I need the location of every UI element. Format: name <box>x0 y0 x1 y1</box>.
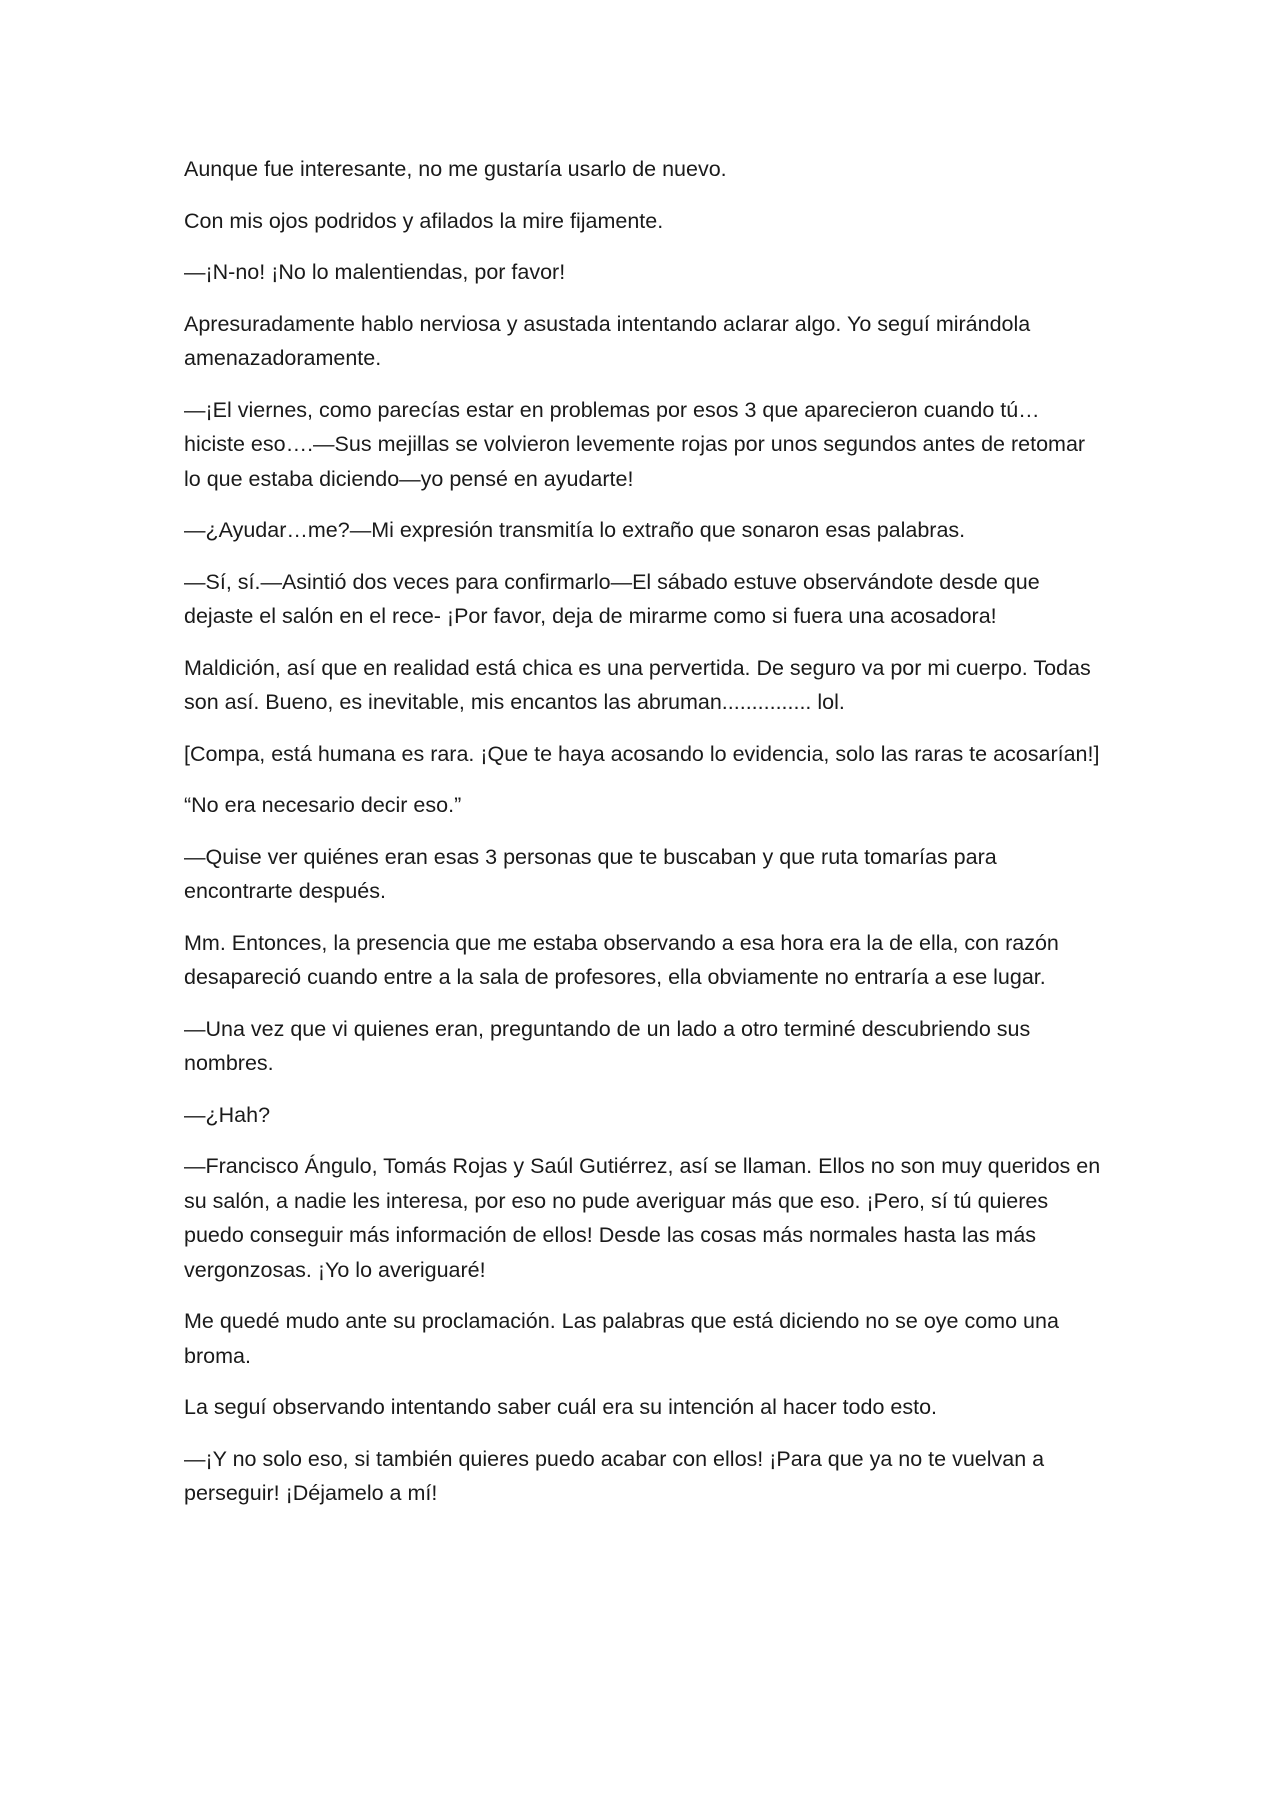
paragraph: Aunque fue interesante, no me gustaría usarlo de nuevo. <box>184 157 727 181</box>
paragraph: “No era necesario decir eso.” <box>184 793 462 817</box>
paragraph: —Sí, sí.—Asintió dos veces para confirmarlo—El sábado estuve observándote desde que dejaste el salón en el rece- ¡Por favor, deja de mirarme como si fuera una acosadora! <box>184 569 1040 628</box>
paragraph: —Quise ver quiénes eran esas 3 personas que te buscaban y que ruta tomarías para encontrarte después. <box>184 844 997 903</box>
paragraph: Maldición, así que en realidad está chica es una pervertida. De seguro va por mi cuerpo. Todas son así. Bueno, es inevitable, mis encantos las abruman............... lol. <box>184 655 1091 714</box>
paragraph: —¡El viernes, como parecías estar en problemas por esos 3 que aparecieron cuando tú… hiciste eso….—Sus mejillas se volvieron levemente rojas por unos segundos antes de retomar lo que estaba diciendo—yo pensé en ayudarte! <box>184 397 1086 491</box>
paragraph: —¿Hah? <box>184 1102 271 1127</box>
paragraph: —¡N-no! ¡No lo malentiendas, por favor! <box>184 260 566 284</box>
paragraph: —¡Y no solo eso, si también quieres puedo acabar con ellos! ¡Para que ya no te vuelvan a perseguir! ¡Déjamelo a mí! <box>184 1446 1045 1505</box>
paragraph: —Una vez que vi quienes eran, preguntando de un lado a otro terminé descubriendo sus nombres. <box>184 1016 1031 1075</box>
paragraph: La seguí observando intentando saber cuál era su intención al hacer todo esto. <box>184 1395 938 1419</box>
paragraph: —¿Ayudar…me?—Mi expresión transmitía lo extraño que sonaron esas palabras. <box>184 518 966 542</box>
paragraph: Con mis ojos podridos y afilados la mire fijamente. <box>184 208 664 233</box>
paragraph: —Francisco Ángulo, Tomás Rojas y Saúl Gutiérrez, así se llaman. Ellos no son muy queridos en su salón, a nadie les interesa, por eso no pude averiguar más que eso. ¡Pero, sí tú quieres puedo conseguir más información de ellos! Desde las cosas más normales hasta las más vergonzosas. ¡Yo lo averiguaré! <box>184 1154 1101 1282</box>
paragraph: Apresuradamente hablo nerviosa y asustada intentando aclarar algo. Yo seguí mirándola amenazadoramente. <box>184 311 1031 370</box>
paragraph: Mm. Entonces, la presencia que me estaba observando a esa hora era la de ella, con razón desapareció cuando entre a la sala de profesores, ella obviamente no entraría a ese lugar. <box>184 930 1059 989</box>
paragraph: Me quedé mudo ante su proclamación. Las palabras que está diciendo no se oye como una broma. <box>184 1309 1059 1368</box>
document-body <box>184 152 1104 1528</box>
paragraph: [Compa, está humana es rara. ¡Que te haya acosando lo evidencia, solo las raras te acosarían!] <box>184 741 1100 766</box>
